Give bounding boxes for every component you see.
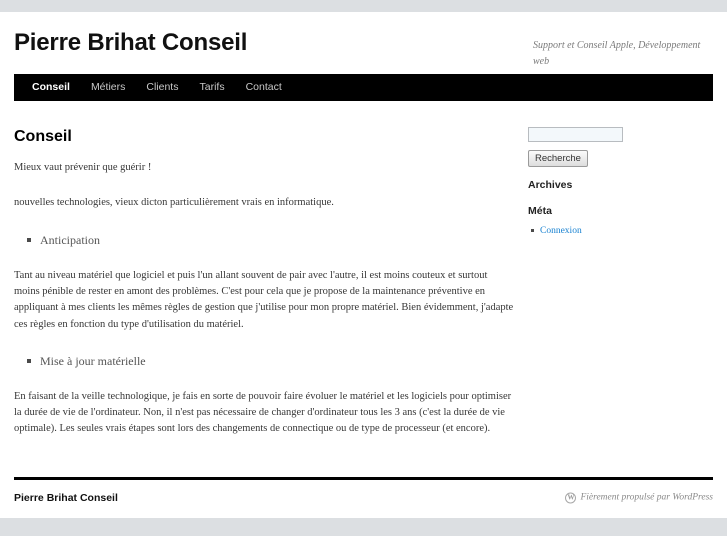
widget-meta-list [528,224,699,238]
entry-content [14,160,514,437]
site-header [0,12,727,74]
site-title-link[interactable]: Pierre Brihat Conseil [14,29,248,56]
nav-item-clients[interactable]: Clients [146,81,179,93]
site-footer [14,480,713,516]
meta-link-connexion[interactable]: Connexion [540,225,582,236]
widget-title-meta: Méta [528,205,552,218]
main-region [0,101,727,457]
search-submit-button[interactable]: Recherche [528,150,588,167]
section-two-body: En faisant de la veille technologique, je fais en sorte de pouvoir faire évoluer le matériel et les logiciels pour optimiser la durée de vie de l'ordinateur. Non, il n'est pas nécessaire de changer d'ordinateur tous les 3 ans (c'est la durée de vie optimale). Les seules vrais étapes sont lors des changements de connectique ou de type de processeur (et encore). [14,390,512,435]
footer-credit [565,492,713,503]
top-page-band [0,0,727,12]
search-form [528,127,699,167]
search-input[interactable] [528,127,623,142]
widget-archives [528,179,699,193]
nav-item-conseil[interactable]: Conseil [32,81,70,93]
footer-site-name: Pierre Brihat Conseil [14,491,118,504]
list-item [540,224,699,238]
bottom-page-band [0,518,727,536]
site-description: Support et Conseil Apple, Développement web [533,40,701,67]
list-item: Anticipation [40,231,514,249]
page-title: Conseil [14,128,72,145]
lead-paragraph: nouvelles technologies, vieux dicton particulièrement vrais en informatique. [14,197,334,209]
section-one-list [14,231,514,249]
wordpress-logo-icon: W [567,493,575,502]
primary-navigation [14,74,713,101]
list-item: Mise à jour matérielle [40,352,514,370]
widget-title-archives: Archives [528,179,573,192]
widget-meta [528,205,699,238]
content-column [14,101,514,457]
nav-item-contact[interactable]: Contact [245,81,282,93]
nav-item-metiers[interactable]: Métiers [90,81,126,93]
nav-item-tarifs[interactable]: Tarifs [199,81,225,93]
footer-credit-link[interactable]: Fièrement propulsé par WordPress [580,492,713,503]
footer-wrapper [14,457,713,516]
section-two-list [14,352,514,370]
primary-navigation-wrapper [14,74,713,101]
site-title [14,30,247,56]
sidebar [514,101,699,457]
page-container [0,12,727,516]
intro-paragraph: Mieux vaut prévenir que guérir ! [14,162,152,174]
section-one-body: Tant au niveau matériel que logiciel et puis l'un allant souvent de pair avec l'autre, il est moins couteux et surtout moins pénible de rester en amont des problèmes. C'est pour cela que je propose de la maintenance préventive en appliquant à mes clients les mêmes règles de gestion que j'utilise pour mon propre matériel. Bien évidemment, j'adapte ces règles en fonction du type d'utilisation du matériel. [14,269,514,330]
